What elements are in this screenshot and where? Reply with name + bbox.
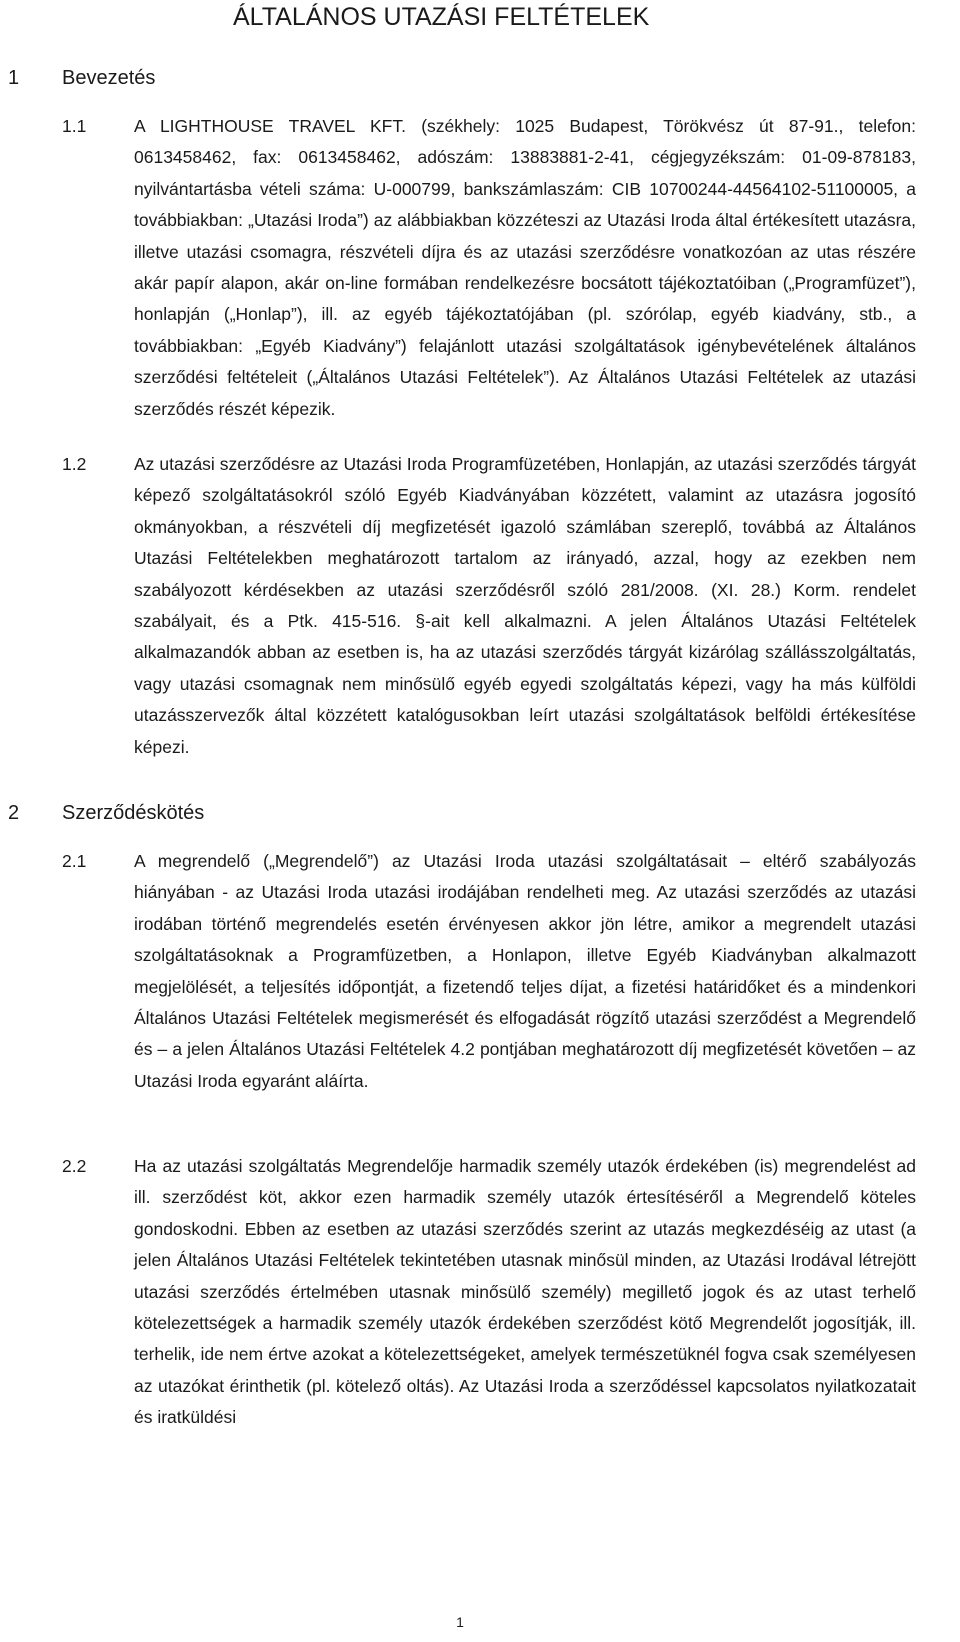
paragraph-number: 2.2 bbox=[62, 1156, 87, 1176]
paragraph-number: 2.1 bbox=[62, 851, 87, 871]
paragraph-text: A megrendelő („Megrendelő”) az Utazási Iroda utazási szolgáltatásait – eltérő szabályozás hiányában - az Utazási Iroda utazási irodájában rendelheti meg. Az utazási szerződés az utazási irodában történő megrendelés esetén érvényesen akkor jön létre, amikor a megrendelt utazási szolgáltatásoknak a Programfüzetben, a Honlapon, illetve Egyéb Kiadványban alkalmazott megjelölését, a teljesítés időpontját, a fizetendő teljes díjat, a fizetési határidőket és a mindenkori Általános Utazási Feltételek megismerését és elfogadását rögzítő utazási szerződést a Megrendelő és – a jelen Általános Utazási Feltételek 4.2 pontjában meghatározott díj megfizetését követően – az Utazási Iroda egyaránt aláírta. bbox=[134, 851, 916, 1091]
paragraph-number: 1.2 bbox=[62, 454, 87, 474]
section-number: 2 bbox=[8, 802, 20, 824]
paragraph-text: A LIGHTHOUSE TRAVEL KFT. (székhely: 1025 Budapest, Törökvész út 87-91., telefon: 0613458462, fax: 0613458462, adószám: 13883881-2-41, cégjegyzékszám: 01-09-878183, nyilvántartásba vételi száma: U-000799, bankszámlaszám: CIB 10700244-44564102-51100005, a továbbiakban: „Utazási Iroda”) az alábbiakban közzéteszi az Utazási Iroda által értékesített utazásra, illetve utazási csomagra, részvételi díjra és az utazási szerződésre vonatkozóan az utas részére akár papír alapon, akár on-line formában rendelkezésre bocsátott tájékoztatóiban („Programfüzet”), honlapján („Honlap”), ill. az egyéb tájékoztatójában (pl. szórólap, egyéb kiadvány, stb., a továbbiakban: „Egyéb Kiadvány”) felajánlott utazási szolgáltatások igénybevételének általános szerződési feltételeit („Általános Utazási Feltételek”). Az Általános Utazási Feltételek az utazási szerződés részét képezik. bbox=[134, 116, 916, 419]
paragraph-number: 1.1 bbox=[62, 116, 87, 136]
page-number: 1 bbox=[456, 1614, 464, 1630]
paragraph-text: Az utazási szerződésre az Utazási Iroda Programfüzetében, Honlapján, az utazási szerződés tárgyát képező szolgáltatásokról szóló Egyéb Kiadványában közzétett, valamint az utazásra jogosító okmányokban, a részvételi díj megfizetését igazoló számlában szereplő, továbbá az Általános Utazási Feltételekben meghatározott tartalom az irányadó, azzal, hogy az ezekben nem szabályozott kérdésekben az utazási szerződésről szóló 281/2008. (XI. 28.) Korm. rendelet szabályait, és a Ptk. 415-516. §-ait kell alkalmazni. A jelen Általános Utazási Feltételek alkalmazandók abban az esetben is, ha az utazási szerződés tárgyát kizárólag szállásszolgáltatás, vagy utazási csomagnak nem minősülő egyéb egyedi szolgáltatás képezi, vagy ha más külföldi utazásszervezők által közzétett katalógusokban leírt utazási szolgáltatások belföldi értékesítése képezi. bbox=[134, 454, 916, 757]
document-title: ÁLTALÁNOS UTAZÁSI FELTÉTELEK bbox=[233, 3, 650, 31]
section-number: 1 bbox=[8, 67, 20, 89]
section-title: Szerződéskötés bbox=[62, 802, 205, 824]
paragraph-text: Ha az utazási szolgáltatás Megrendelője harmadik személy utazók érdekében (is) megrendelést ad ill. szerződést köt, akkor ezen harmadik személy utazók értesítéséről a Megrendelő köteles gondoskodni. Ebben az esetben az utazási szerződés szerint az utazás megkezdéséig az utast (a jelen Általános Utazási Feltételek tekintetében utasnak minősül minden, az Utazási Irodával létrejött utazási szerződés értelmében utasnak minősülő személy) megillető jogok és az utast terhelő kötelezettségek a harmadik személy utazók érdekében szerződést kötő Megrendelőt jogosítják, ill. terhelik, ide nem értve azokat a kötelezettségeket, amelyek természetüknél fogva csak személyesen az utazókat érinthetik (pl. kötelező oltás). Az Utazási Iroda a szerződéssel kapcsolatos nyilatkozatait és iratküldési bbox=[134, 1156, 916, 1428]
section-title: Bevezetés bbox=[62, 67, 156, 89]
